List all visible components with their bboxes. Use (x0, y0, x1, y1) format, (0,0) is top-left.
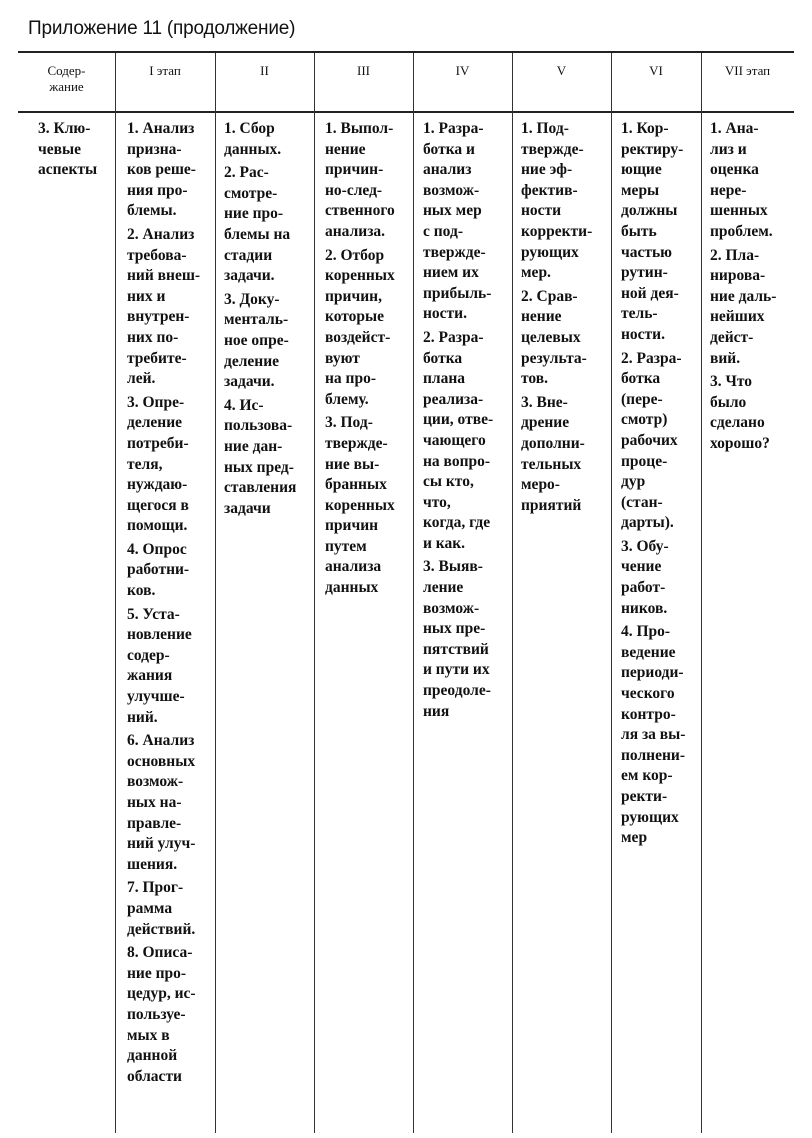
cell-line: блемы на (224, 225, 291, 243)
cell-line: 1. Кор- (621, 120, 669, 137)
cell-line: цедур, ис- (127, 985, 196, 1003)
cell-line: приятий (521, 496, 582, 514)
cell-line: шения. (127, 855, 178, 873)
cell-line: меры (621, 181, 660, 199)
cell-line: мер (621, 829, 648, 847)
cell-line: работ- (621, 579, 666, 597)
column-stage-5 (521, 119, 592, 519)
cell-item (224, 163, 296, 287)
cell-line: 3. Доку- (224, 290, 280, 308)
cell-line: тов. (521, 370, 549, 388)
cell-line: что, (423, 493, 451, 511)
cell-line: 2. Разра- (423, 328, 484, 346)
cell-line: внутрен- (127, 308, 190, 326)
column-stage-7 (710, 119, 776, 458)
cell-line: аспекты (38, 161, 98, 179)
cell-line: 5. Уста- (127, 605, 180, 623)
cell-line: нием их (423, 264, 479, 282)
cell-line: 7. Прог- (127, 879, 184, 897)
cell-line: нение (521, 308, 562, 326)
cell-line: 3. Вне- (521, 393, 568, 411)
cell-line: них и (127, 287, 166, 305)
cell-item (710, 119, 776, 243)
cell-line: ных пре- (423, 620, 486, 638)
cell-item (325, 119, 395, 243)
cell-line: анализа (325, 558, 382, 576)
cell-line: 3. Обу- (621, 537, 669, 555)
cell-line: возмож- (423, 599, 480, 617)
column-divider (512, 53, 513, 1133)
cell-line: вуют (325, 349, 360, 367)
cell-line: тельных (521, 455, 582, 473)
cell-line: блемы. (127, 202, 177, 220)
cell-line: дарты). (621, 514, 674, 532)
cell-line: путем (325, 537, 367, 555)
cell-item (521, 393, 592, 517)
column-divider (611, 53, 612, 1133)
cell-line: ние про- (224, 205, 284, 223)
header-stage-4 (413, 53, 512, 111)
cell-line: ных пред- (224, 458, 294, 476)
column-stage-1 (127, 119, 200, 1090)
cell-line: ния про- (127, 181, 188, 199)
cell-line: ния (423, 702, 450, 720)
cell-line: но-след- (325, 181, 383, 199)
cell-line: ное опре- (224, 331, 289, 349)
cell-line: ректи- (621, 788, 668, 805)
column-content (38, 119, 97, 184)
cell-line: стадии (224, 246, 273, 264)
cell-item (127, 605, 200, 729)
cell-line: ных на- (127, 794, 182, 811)
header-label: I этап (149, 63, 181, 78)
cell-line: работни- (127, 561, 190, 579)
cell-line: и как. (423, 534, 466, 552)
cell-line: деление (127, 414, 183, 432)
cell-line: щегося в (127, 496, 189, 514)
header-label: II (260, 63, 269, 78)
cell-line: тель- (621, 305, 658, 323)
cell-line: пользова- (224, 417, 293, 435)
cell-line: требова- (127, 246, 187, 264)
cell-line: чающего (423, 431, 486, 449)
header-stage-6 (611, 53, 701, 111)
cell-line: ние даль- (710, 287, 777, 305)
cell-line: мых в (127, 1026, 170, 1044)
cell-line: нение (325, 140, 366, 158)
cell-item (621, 537, 685, 619)
header-stage-7 (701, 53, 794, 111)
cell-line: реализа- (423, 390, 484, 408)
cell-line: нирова- (710, 267, 766, 285)
cell-line: чение (621, 558, 662, 576)
header-label: VII этап (724, 63, 771, 78)
cell-line: ставления (224, 479, 297, 497)
cell-line: дрение (521, 414, 570, 432)
cell-line: 3. Что (710, 373, 753, 391)
cell-item (127, 540, 200, 602)
cell-line: данной (127, 1047, 178, 1065)
column-divider (701, 53, 702, 1133)
cell-line: (стан- (621, 493, 663, 511)
cell-line: меро- (521, 476, 560, 494)
cell-line: 4. Про- (621, 623, 671, 641)
cell-line: шенных (710, 202, 768, 220)
cell-line: жания (127, 667, 173, 685)
cell-line: дополни- (521, 434, 585, 452)
cell-line: ности. (423, 305, 467, 323)
cell-line: корректи- (521, 222, 593, 240)
cell-line: 3. Выяв- (423, 558, 483, 576)
header-stage-1 (115, 53, 215, 111)
cell-line: на вопро- (423, 452, 491, 470)
cell-line: задачи (224, 499, 271, 517)
cell-line: ков реше- (127, 161, 196, 179)
cell-line: коренных (325, 267, 395, 285)
header-label: V (556, 63, 567, 78)
cell-line: области (127, 1067, 182, 1085)
cell-line: задачи. (224, 267, 275, 285)
cell-line: рующих (621, 808, 679, 826)
cell-line: 1. Ана- (710, 120, 759, 137)
cell-line: ботка (621, 370, 661, 388)
cell-line: новление (127, 626, 192, 644)
cell-line: тверждe- (521, 140, 584, 158)
cell-line: задачи. (224, 373, 275, 391)
cell-line: ственного (325, 202, 395, 220)
cell-line: чевые (38, 140, 81, 158)
cell-line: причин- (325, 161, 384, 179)
cell-line: ющие (621, 161, 662, 179)
cell-line: должны (621, 202, 678, 220)
cell-line: нуждаю- (127, 476, 188, 494)
cell-line: бранных (325, 476, 387, 494)
cell-line: смотр) (621, 411, 668, 429)
cell-line: 2. Отбор (325, 246, 385, 264)
cell-line: данных. (224, 140, 282, 158)
cell-line: причин, (325, 287, 382, 305)
cell-line: них по- (127, 328, 179, 346)
cell-line: ции, отве- (423, 411, 494, 429)
cell-line: возмож- (423, 181, 480, 199)
cell-line: улучше- (127, 688, 185, 706)
cell-line: периоди- (621, 664, 684, 682)
cell-line: ний улуч- (127, 835, 196, 853)
cell-line: 2. Рас- (224, 164, 269, 182)
cell-line: прибыль- (423, 284, 492, 302)
cell-line: 1. Анализ (127, 120, 195, 137)
header-label: VI (649, 63, 663, 78)
header-label: IV (455, 63, 470, 78)
header-stage-2 (215, 53, 314, 111)
cell-item (621, 119, 685, 346)
cell-line: рующих (521, 243, 579, 261)
cell-line: нере- (710, 181, 747, 199)
column-stage-2 (224, 119, 296, 522)
cell-line: когда, где (423, 514, 491, 532)
cell-line: анализа. (325, 222, 386, 240)
cell-line: 1. Выпол- (325, 120, 394, 137)
cell-item (710, 246, 776, 370)
cell-line: целевых (521, 328, 581, 346)
cell-line: 8. Описа- (127, 944, 193, 962)
stages-table (18, 51, 794, 1133)
cell-line: вий. (710, 349, 741, 367)
cell-line: на про- (325, 370, 377, 388)
cell-line: ков. (127, 582, 156, 600)
cell-line: 2. Срав- (521, 287, 578, 305)
cell-line: ности (521, 202, 562, 220)
cell-line: проце- (621, 452, 668, 470)
cell-line: потреби- (127, 434, 189, 452)
cell-line: ние дан- (224, 437, 283, 455)
cell-line: основных (127, 752, 196, 770)
cell-line: ний внеш- (127, 267, 201, 285)
cell-line: проблем. (710, 222, 773, 240)
cell-item (127, 393, 200, 537)
cell-line: 2. Разра- (621, 349, 682, 367)
cell-line: лей. (127, 370, 156, 388)
cell-line: ботка и (423, 140, 475, 158)
cell-line: сделано (710, 414, 765, 432)
cell-line: 4. Ис- (224, 396, 264, 414)
cell-line: полнени- (621, 746, 686, 764)
cell-line: коренных (325, 496, 395, 514)
cell-item (423, 557, 493, 722)
cell-line: помощи. (127, 517, 188, 535)
header-stage-3 (314, 53, 413, 111)
cell-line: 2. Анализ (127, 225, 195, 243)
header-content (18, 53, 115, 111)
cell-item (621, 622, 685, 849)
cell-line: дейст- (710, 328, 754, 346)
cell-line: пятствий (423, 640, 489, 658)
cell-line: 4. Опрос (127, 540, 187, 558)
cell-line: причин (325, 517, 379, 535)
cell-line: требите- (127, 349, 187, 367)
cell-item (127, 119, 200, 222)
cell-line: результа- (521, 349, 587, 367)
cell-item (38, 119, 97, 181)
cell-line: ление (423, 579, 464, 597)
cell-line: смотре- (224, 184, 278, 202)
cell-line: ние вы- (325, 455, 380, 473)
cell-line: 3. Опре- (127, 393, 185, 411)
cell-line: тверждe- (423, 243, 486, 261)
cell-item (127, 943, 200, 1087)
cell-line: быть (621, 222, 657, 240)
cell-line: нейших (710, 308, 765, 326)
cell-line: ний. (127, 708, 158, 726)
cell-line: возмож- (127, 773, 184, 791)
cell-line: плана (423, 370, 466, 388)
cell-line: содер- (127, 646, 170, 664)
page-title: Приложение 11 (продолжение) (28, 18, 296, 39)
cell-item (423, 119, 493, 325)
cell-line: 2. Пла- (710, 246, 760, 264)
cell-line: рамма (127, 899, 173, 917)
cell-item (710, 372, 776, 454)
cell-line: частью (621, 243, 673, 261)
cell-line: оценка (710, 161, 759, 179)
cell-line: дур (621, 473, 646, 491)
cell-line: призна- (127, 140, 182, 158)
cell-line: ной дея- (621, 284, 679, 302)
cell-line: ведение (621, 643, 676, 661)
cell-line: 1. Разра- (423, 120, 484, 137)
cell-line: и пути их (423, 661, 490, 679)
column-stage-6 (621, 119, 685, 852)
cell-item (621, 349, 685, 534)
cell-line: действий. (127, 920, 196, 938)
cell-line: ректиру- (621, 140, 684, 158)
cell-item (127, 225, 200, 390)
cell-line: 6. Анализ (127, 732, 195, 750)
cell-line: (пере- (621, 390, 663, 408)
cell-line: рабочих (621, 431, 678, 449)
cell-line: менталь- (224, 311, 289, 329)
cell-line: тверждe- (325, 434, 388, 452)
column-divider (314, 53, 315, 1133)
cell-line: преодоле- (423, 682, 491, 700)
column-stage-4 (423, 119, 493, 725)
cell-line: данных (325, 579, 379, 597)
cell-item (127, 878, 200, 940)
cell-line: контро- (621, 705, 676, 723)
cell-line: деление (224, 352, 280, 370)
cell-line: ем кор- (621, 767, 673, 785)
cell-line: правле- (127, 814, 182, 832)
column-divider (115, 53, 116, 1133)
cell-line: 1. Под- (521, 120, 569, 137)
cell-item (127, 731, 200, 875)
cell-line: было (710, 393, 747, 411)
cell-line: анализ (423, 161, 472, 179)
cell-line: воздейст- (325, 328, 391, 346)
cell-line: ных мер (423, 202, 482, 220)
cell-line: ля за вы- (621, 726, 686, 744)
cell-line: с под- (423, 222, 463, 240)
cell-line: фектив- (521, 181, 578, 199)
column-divider (413, 53, 414, 1133)
cell-item (521, 119, 592, 284)
column-stage-3 (325, 119, 395, 602)
cell-item (423, 328, 493, 555)
cell-line: ности. (621, 325, 665, 343)
cell-line: ческого (621, 685, 675, 703)
cell-item (224, 290, 296, 393)
cell-line: ние про- (127, 964, 187, 982)
column-divider (215, 53, 216, 1133)
cell-item (224, 396, 296, 520)
cell-line: сы кто, (423, 473, 474, 491)
cell-item (325, 413, 395, 598)
cell-item (224, 119, 296, 160)
cell-line: мер. (521, 264, 551, 282)
cell-line: хорошо? (710, 434, 770, 452)
cell-line: ботка (423, 349, 463, 367)
cell-line: ников. (621, 599, 668, 617)
cell-line: теля, (127, 455, 163, 473)
cell-line: ние эф- (521, 161, 573, 179)
cell-line: 1. Сбор (224, 120, 275, 137)
cell-item (325, 246, 395, 411)
cell-line: блему. (325, 390, 369, 408)
cell-line: пользуе- (127, 1005, 186, 1023)
cell-line: 3. Под- (325, 414, 373, 432)
cell-line: рутин- (621, 264, 668, 282)
cell-item (521, 287, 592, 390)
header-label: III (357, 63, 370, 78)
cell-line: 3. Клю- (38, 120, 91, 137)
header-label: Содер- жание (47, 63, 86, 94)
cell-line: лиз и (710, 140, 747, 158)
cell-line: которые (325, 308, 385, 326)
header-stage-5 (512, 53, 611, 111)
